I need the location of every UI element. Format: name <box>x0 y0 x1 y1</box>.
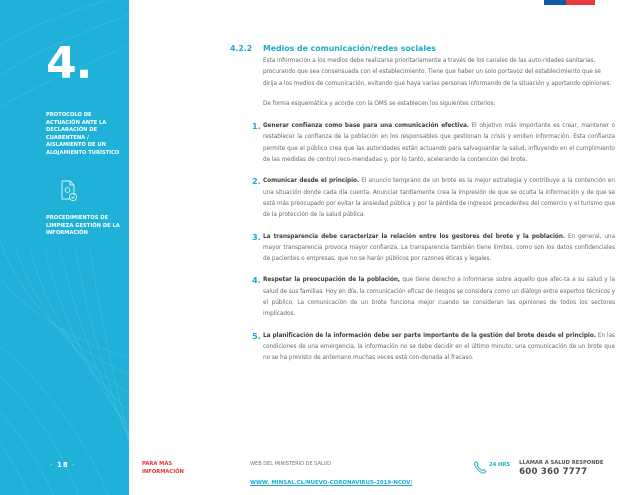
chapter-number: 4. <box>46 38 92 89</box>
page-number: - 18 - <box>50 461 76 469</box>
sidebar-section-protocol: PROTOCOLO DE ACTUACIÓN ANTE LA DECLARACIÓN DE CUARENTENA / AISLAMIENTO DE UN ALOJAMIENTO TURÍSTICO <box>46 112 120 156</box>
ministry-web-link[interactable]: WWW. MINSAL.CL/NUEVO-CORONAVIRUS-2019-NCOV/ <box>250 479 413 486</box>
flag-red-stripe <box>566 0 595 5</box>
list-item-text <box>263 275 615 320</box>
list-item-number: 2. <box>252 176 261 187</box>
chile-flag-bar <box>544 0 595 5</box>
list-item-lead: La transparencia debe caracterizar la relación entre los gestores del brote y la población. <box>263 233 566 240</box>
phone-icon <box>473 460 487 474</box>
list-item-lead: Generar confianza como base para una comunicación efectiva. <box>263 123 469 130</box>
list-item-body: En general, una mayor transparencia provoca mayor confianza. La transparencia también tiene límites, como son los datos confidenciales de pacientes o empresas, que no se harán públicos por razones éticas y legales. <box>263 233 615 263</box>
chapter-sidebar <box>0 0 129 495</box>
list-item <box>230 176 615 221</box>
section-number: 4.2.2 <box>230 44 253 53</box>
hours-label: 24 HRS <box>489 462 511 468</box>
list-item <box>230 232 615 266</box>
ministry-web-block <box>250 461 412 488</box>
list-item-text <box>263 176 615 221</box>
list-item-text <box>263 331 615 365</box>
list-item-body: El anuncio temprano de un brote es la mejor estrategia y contribuye a la contención en una situación donde cada día cuenta. Anunciar tardíamente crea la impresión de que se oculta la información y de que se está más preocupado por evitar la ansiedad pública y por la pérdida de ingresos procedentes del comercio y el turismo que de la protección de la salud pública. <box>263 178 615 219</box>
web-label: WEB DEL MINISTERIO DE SALUD <box>250 461 332 467</box>
list-item-number: 5. <box>252 330 261 341</box>
list-item <box>230 275 615 320</box>
list-item <box>230 331 615 365</box>
call-block <box>519 460 603 477</box>
more-info-line-1: PARA MÁS <box>142 461 173 467</box>
list-item-body: El objetivo más importante es crear, mantener o restablecer la confianza de la población en los responsables que gestionan la crisis y emiten información. Esta confianza permite que el público crea que las autoridades están actuando para salvaguardar la salud, influyendo en el cumplimiento de las medidas de control reco-mendadas y, por lo tanto, acelerando la contención del brote. <box>263 123 616 164</box>
list-item-text <box>263 121 615 166</box>
flag-blue-stripe <box>544 0 566 5</box>
section-heading <box>230 44 615 53</box>
list-item-number: 3. <box>252 231 261 242</box>
list-item-number: 1. <box>252 121 261 132</box>
intro-paragraph: Esta información a los medios debe realizarse prioritariamente a través de los canales de las auto-ridades sanitarias, procurando que sea consensuada con el establecimiento. Tiene que haber un solo portavoz del establecimiento que se dirija a los medios de comunicación, evitando que haya varias personas informando de la situación y aportando opiniones. <box>263 58 612 87</box>
list-item <box>230 121 615 166</box>
list-item-lead: Respetar la preocupación de la población, <box>263 277 401 284</box>
call-label: LLAMAR A SALUD RESPONDE <box>519 460 604 466</box>
list-item-body: En las condiciones de una emergencia, la información no se debe decidir en el último minuto; una comunicación de un brote que no se ha previsto de antemano muchas veces está con-denada al fracaso. <box>263 332 616 362</box>
list-item-lead: Comunicar desde el principio. <box>263 178 360 185</box>
more-info-label <box>142 461 184 476</box>
list-item-number: 4. <box>252 275 261 286</box>
phone-number[interactable]: 600 360 7777 <box>519 467 588 477</box>
list-item-lead: La planificación de la información debe ser parte importante de la gestión del brote desde el principio. <box>263 332 596 339</box>
document-gear-check-icon <box>60 180 78 202</box>
criteria-list <box>230 121 615 364</box>
list-item-body: que tiene derecho a informarse sobre aquello que afec-ta a su salud y la salud de sus familias. Hoy en día, la comunicación eficaz de riesgos se considera como un diálogo entre expertos técnicos y el público. La comunicación de un brote funciona mejor cuando se consideran las opiniones de todos los sectores implicados. <box>263 277 615 318</box>
sidebar-section-cleaning: PROCEDIMIENTOS DE LIMPIEZA GESTIÓN DE LA INFORMACIÓN <box>46 215 120 237</box>
more-info-line-2: INFORMACIÓN <box>142 468 184 475</box>
list-item-text <box>263 232 615 266</box>
main-content <box>230 44 615 375</box>
section-title: Medios de comunicación/redes sociales <box>263 44 436 53</box>
salud-responde-block <box>473 460 603 477</box>
criteria-intro: De forma esquemática y acorde con la OMS se establecen los siguientes criterios: <box>263 100 496 107</box>
